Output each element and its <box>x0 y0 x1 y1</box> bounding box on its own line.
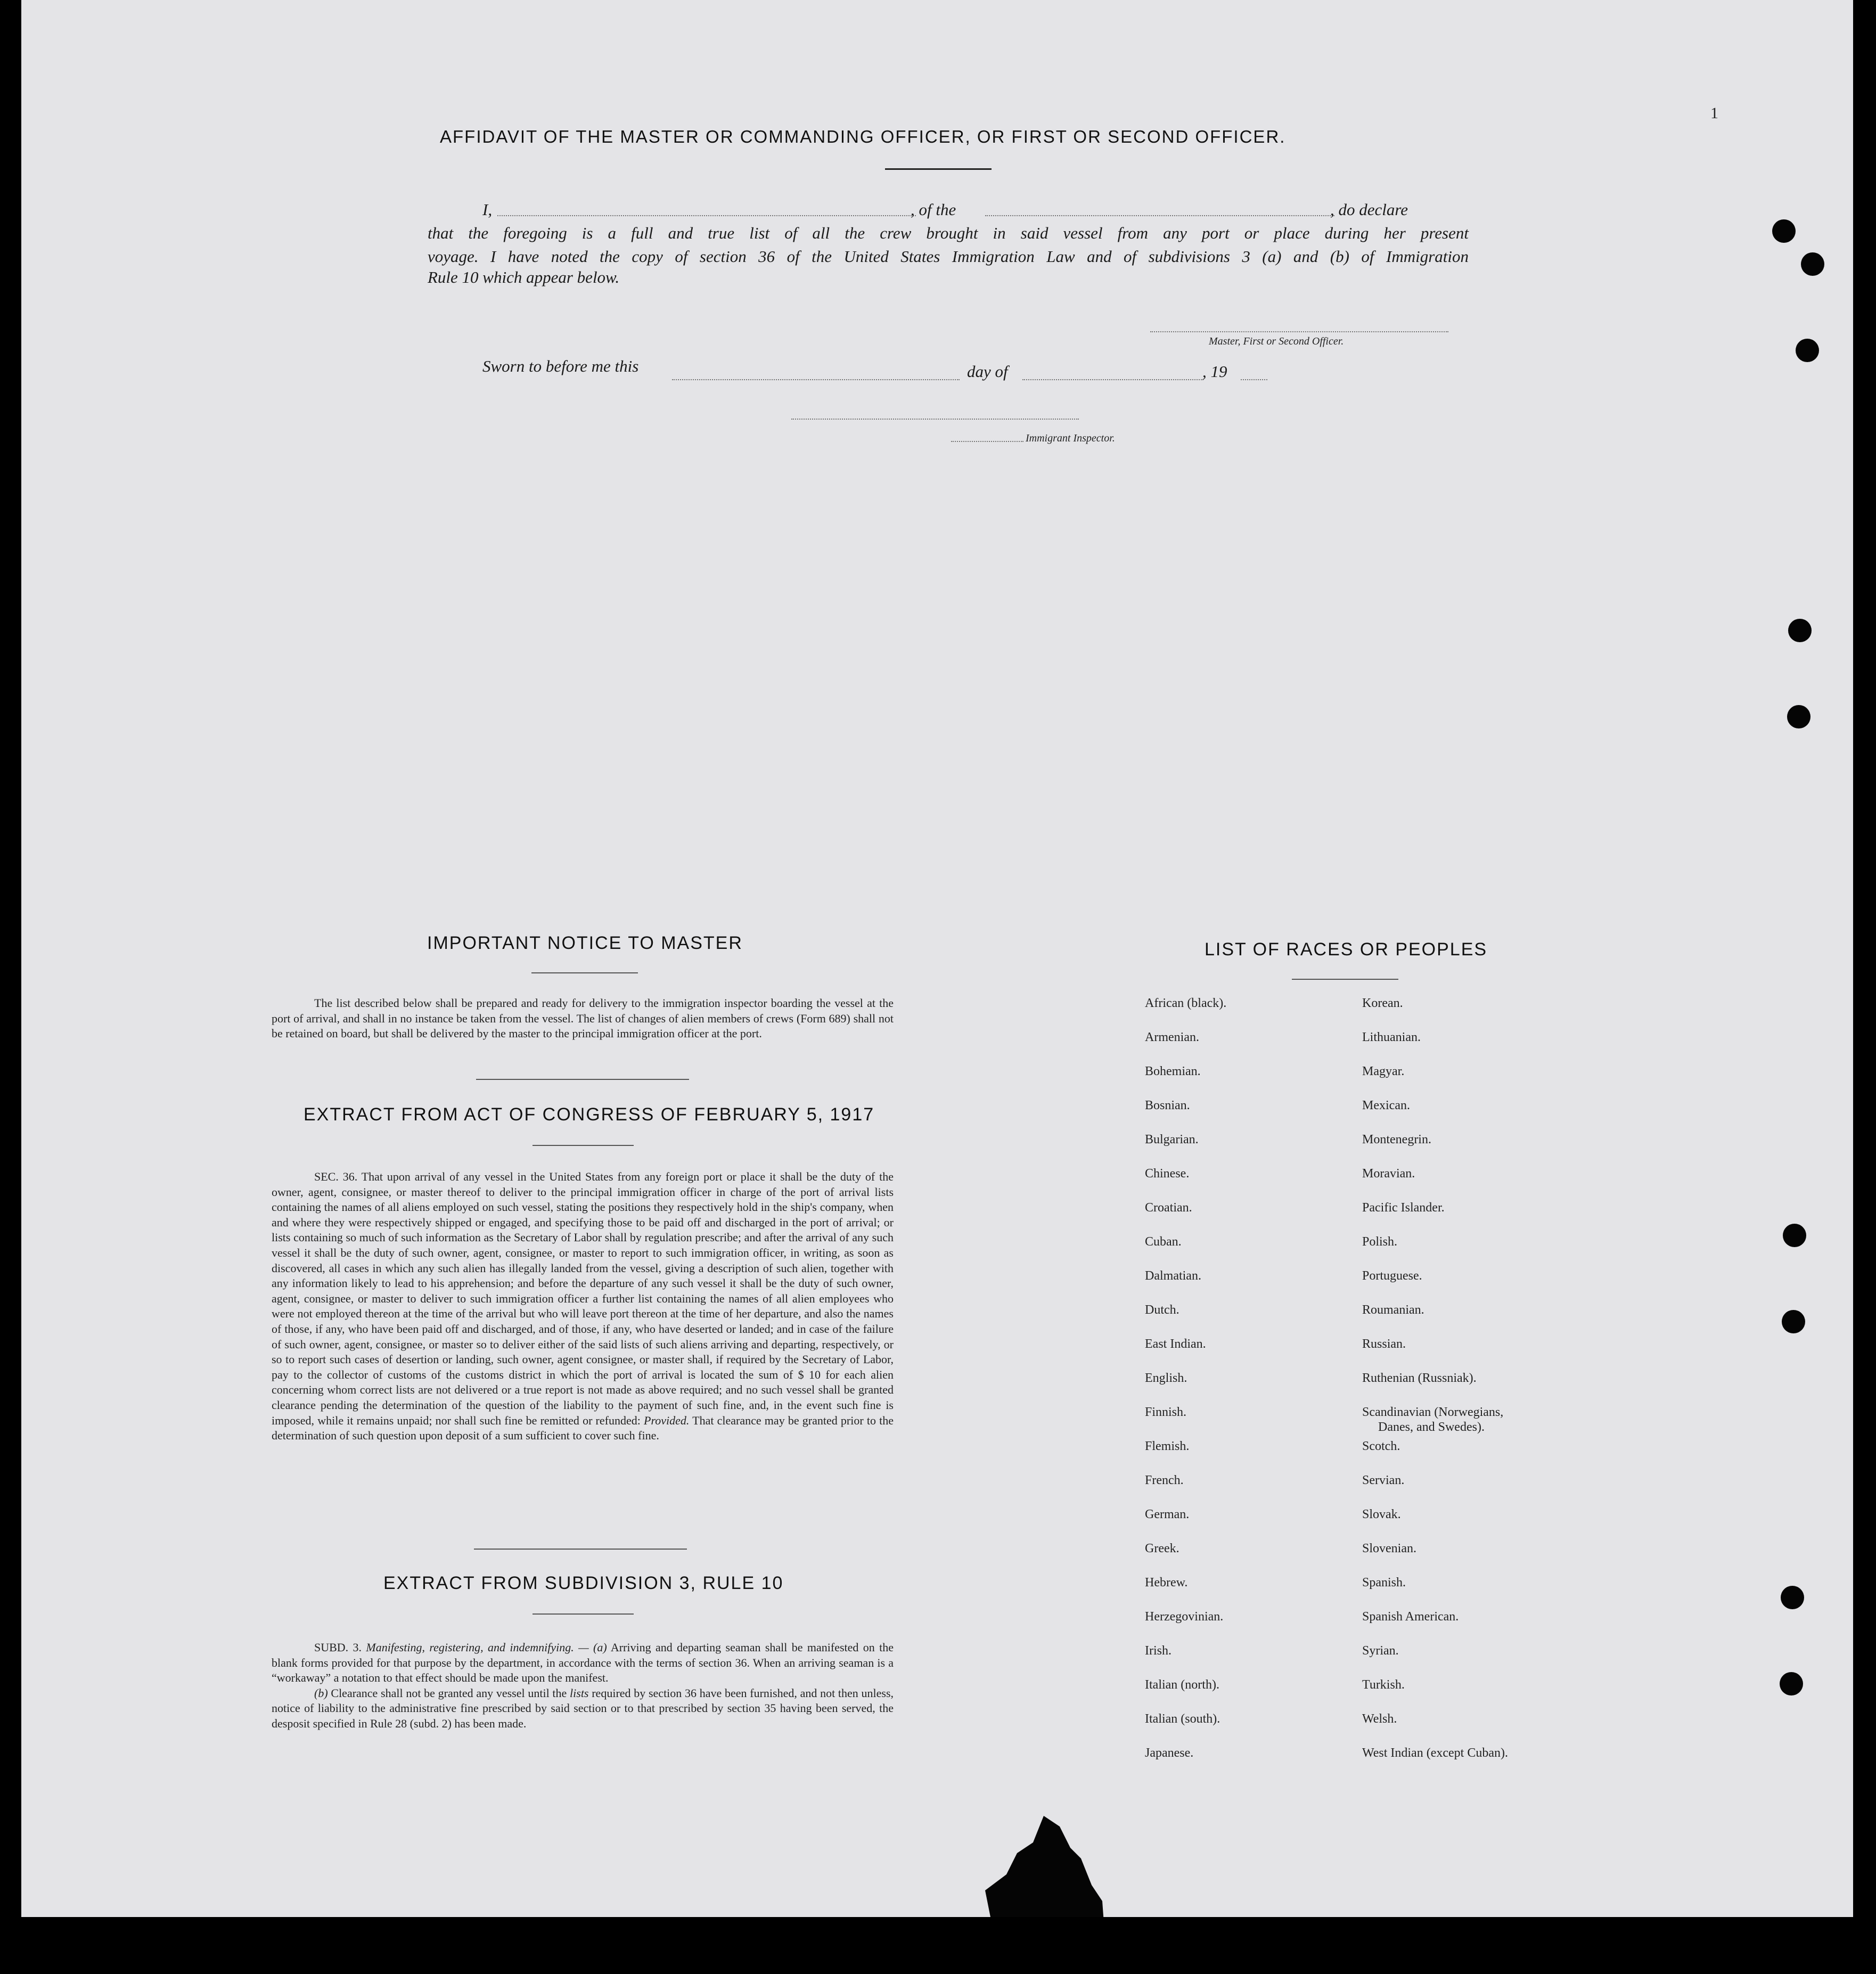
inspector-signature-line <box>791 419 1079 420</box>
race-item: Pacific Islander. <box>1362 1201 1445 1215</box>
document-page <box>21 0 1853 1917</box>
sec36-proviso: Provided. <box>644 1413 690 1427</box>
notice-title: IMPORTANT NOTICE TO MASTER <box>427 933 743 953</box>
race-item: Turkish. <box>1362 1678 1405 1692</box>
extract-rule-title: EXTRACT FROM SUBDIVISION 3, RULE 10 <box>383 1573 784 1593</box>
punch-hole <box>1787 705 1811 728</box>
race-item: Bosnian. <box>1145 1099 1190 1112</box>
races-title-rule <box>1292 979 1398 980</box>
punch-hole <box>1781 1586 1804 1609</box>
race-item: Croatian. <box>1145 1201 1192 1215</box>
extract-act-title-rule <box>533 1145 634 1146</box>
punch-hole <box>1796 339 1819 362</box>
race-item: Bulgarian. <box>1145 1133 1199 1146</box>
race-item: Chinese. <box>1145 1167 1190 1181</box>
punch-hole <box>1788 619 1812 642</box>
vessel-field-line <box>985 215 1334 216</box>
subd-a-text: Arriving and departing seaman shall be manifested on the blank forms provided for that purpose by the department, in accordance with the terms of section 36. When an arriving seaman is a “workaway” a notation to that effect should be made upon the manifest. <box>272 1641 894 1685</box>
subd-a-label: (a) <box>593 1641 607 1654</box>
race-item: Korean. <box>1362 996 1403 1010</box>
sworn-month-line <box>1022 379 1203 380</box>
subd-b-text-2: required by section 36 have been furnished, and not then unless, notice of liability to the administrative fine prescribed by said section or to that prescribed by section 35 having been served, the desposit specified in Rule 28 (subd. 2) has been made. <box>272 1686 894 1730</box>
master-signature-line <box>1150 331 1448 332</box>
affidavit-i: I, <box>482 200 493 219</box>
race-item: German. <box>1145 1508 1190 1521</box>
race-item: Italian (north). <box>1145 1678 1219 1692</box>
race-item: Russian. <box>1362 1337 1406 1351</box>
notice-text <box>272 996 894 1042</box>
affidavit-line-2: that the foregoing is a full and true list of all the crew brought in said vessel from any port or place during her present <box>428 224 1469 242</box>
race-item: Irish. <box>1145 1644 1172 1658</box>
sec36-text: SEC. 36. That upon arrival of any vessel in the United States from any foreign port or place it shall be the duty of the owner, agent, consignee, or master thereof to deliver to the principal immigration officer in charge of the port of arrival lists containing the names of all aliens employed on such vessel, stating the positions they respectively hold in the ship's company, when and where they were respectively shipped or engaged, and specifying those to be paid off and discharged in the port of arrival; or lists containing so much of such information as the Secretary of Labor shall by regulation prescribe; and after the arrival of any such vessel it shall be the duty of such owner, agent, consignee, or master to report to such immigration officer, in writing, as soon as discovered, all cases in which any such alien has illegally landed from the vessel, giving a description of such alien, together with any information likely to lead to his apprehension; and before the departure of any such vessel it shall be the duty of such owner, agent, consignee, or master to deliver to such immigration officer a further list containing the names of all alien employees who were not employed thereon at the time of the arrival but who will leave port thereon at the time of her departure, and also the names of those, if any, who have been paid off and discharged, and of those, if any, who have deserted or landed; and in case of the failure of such owner, agent, consignee, or master so to deliver either of the said lists of such aliens arriving and departing, respectively, or so to report such cases of desertion or landing, such owner, agent consignee, or master shall, if required by the Secretary of Labor, pay to the collector of customs of the customs district in which the port of arrival is located the sum of $ 10 for each alien concerning whom correct lists are not delivered or a true report is not made as above required; and no such vessel shall be granted clearance pending the determination of the question of the liability to the payment of such fine, and, in the event such fine is imposed, while it remains unpaid; nor shall such fine be remitted or refunded: <box>272 1170 894 1427</box>
page-mark: 1 <box>1710 104 1718 122</box>
notice-title-rule <box>531 972 638 973</box>
subd-b-text-1: Clearance shall not be granted any vessel until the <box>331 1686 567 1700</box>
torn-edge-shape <box>969 1795 1108 1917</box>
race-item: Flemish. <box>1145 1439 1190 1453</box>
affidavit-title-rule <box>885 168 992 170</box>
day-of-text: day of <box>967 362 1008 381</box>
extract-divider <box>474 1549 687 1550</box>
race-item: Servian. <box>1362 1473 1405 1487</box>
race-item: Portuguese. <box>1362 1269 1422 1283</box>
race-item: Danes, and Swedes). <box>1378 1420 1485 1434</box>
sworn-day-line <box>672 379 960 380</box>
extract-act-text <box>272 1169 894 1444</box>
race-item: Herzegovinian. <box>1145 1610 1224 1624</box>
race-item: Dutch. <box>1145 1303 1179 1317</box>
race-item: Dalmatian. <box>1145 1269 1201 1283</box>
race-item: African (black). <box>1145 996 1227 1010</box>
notice-divider <box>476 1079 689 1080</box>
subd-label: SUBD. 3. <box>314 1641 362 1654</box>
race-item: Polish. <box>1362 1235 1398 1249</box>
race-item: Italian (south). <box>1145 1712 1220 1726</box>
name-field-line <box>497 215 916 216</box>
inspector-caption: Immigrant Inspector. <box>1026 432 1115 444</box>
master-caption: Master, First or Second Officer. <box>1209 335 1344 347</box>
extract-act-title: EXTRACT FROM ACT OF CONGRESS OF FEBRUARY 5, 1917 <box>304 1104 875 1125</box>
race-item: Bohemian. <box>1145 1064 1201 1078</box>
punch-hole <box>1780 1672 1803 1695</box>
race-item: Finnish. <box>1145 1405 1187 1419</box>
race-item: Welsh. <box>1362 1712 1397 1726</box>
sec36-text-end: That clearance may be granted prior to the determination of such question upon deposit of a sum sufficient to cover such fine. <box>272 1413 894 1443</box>
race-item: Spanish. <box>1362 1576 1406 1590</box>
race-item: West Indian (except Cuban). <box>1362 1746 1508 1760</box>
affidavit-line-3: voyage. I have noted the copy of section 36 of the United States Immigration Law and of subdivisions 3 (a) and (b) of Immigration <box>428 247 1469 266</box>
inspector-lead-line <box>951 441 1023 442</box>
race-item: French. <box>1145 1473 1184 1487</box>
punch-hole <box>1801 252 1824 276</box>
subd-b-lists: lists <box>570 1686 589 1700</box>
race-item: Moravian. <box>1362 1167 1415 1181</box>
extract-rule-title-rule <box>533 1613 634 1615</box>
punch-hole <box>1782 1310 1805 1333</box>
race-item: Lithuanian. <box>1362 1030 1421 1044</box>
race-item: Slovenian. <box>1362 1542 1416 1555</box>
extract-rule-text <box>272 1640 894 1732</box>
sworn-text: Sworn to before me this <box>482 357 639 375</box>
race-item: Cuban. <box>1145 1235 1182 1249</box>
race-item: Armenian. <box>1145 1030 1199 1044</box>
affidavit-line-4: Rule 10 which appear below. <box>428 268 620 286</box>
affidavit-declare: , do declare <box>1330 200 1408 219</box>
race-item: Ruthenian (Russniak). <box>1362 1371 1477 1385</box>
year-prefix: , 19 <box>1202 362 1227 381</box>
race-item: Scandinavian (Norwegians, <box>1362 1405 1504 1419</box>
affidavit-of-the: , of the <box>911 200 956 219</box>
punch-hole <box>1772 219 1796 243</box>
sworn-year-line <box>1241 379 1267 380</box>
subd-heading: Manifesting, registering, and indemnifying. — <box>366 1641 589 1654</box>
race-item: Roumanian. <box>1362 1303 1424 1317</box>
affidavit-title: AFFIDAVIT OF THE MASTER OR COMMANDING OFFICER, OR FIRST OR SECOND OFFICER. <box>440 127 1286 146</box>
race-item: Syrian. <box>1362 1644 1399 1658</box>
race-item: East Indian. <box>1145 1337 1206 1351</box>
race-item: Greek. <box>1145 1542 1179 1555</box>
notice-paragraph: The list described below shall be prepared and ready for delivery to the immigration inspector boarding the vessel at the port of arrival, and shall in no instance be taken from the vessel. The list of changes of alien members of crews (Form 689) shall not be retained on board, but shall be delivered by the master to the principal immigration officer at the port. <box>272 996 894 1041</box>
races-title: LIST OF RACES OR PEOPLES <box>1205 939 1488 960</box>
race-item: Hebrew. <box>1145 1576 1188 1590</box>
punch-hole <box>1783 1224 1806 1247</box>
race-item: Japanese. <box>1145 1746 1194 1760</box>
race-item: Spanish American. <box>1362 1610 1459 1624</box>
race-item: Montenegrin. <box>1362 1133 1431 1146</box>
race-item: Mexican. <box>1362 1099 1410 1112</box>
race-item: Magyar. <box>1362 1064 1405 1078</box>
race-item: English. <box>1145 1371 1187 1385</box>
race-item: Scotch. <box>1362 1439 1400 1453</box>
race-item: Slovak. <box>1362 1508 1401 1521</box>
subd-b-label: (b) <box>314 1686 328 1700</box>
